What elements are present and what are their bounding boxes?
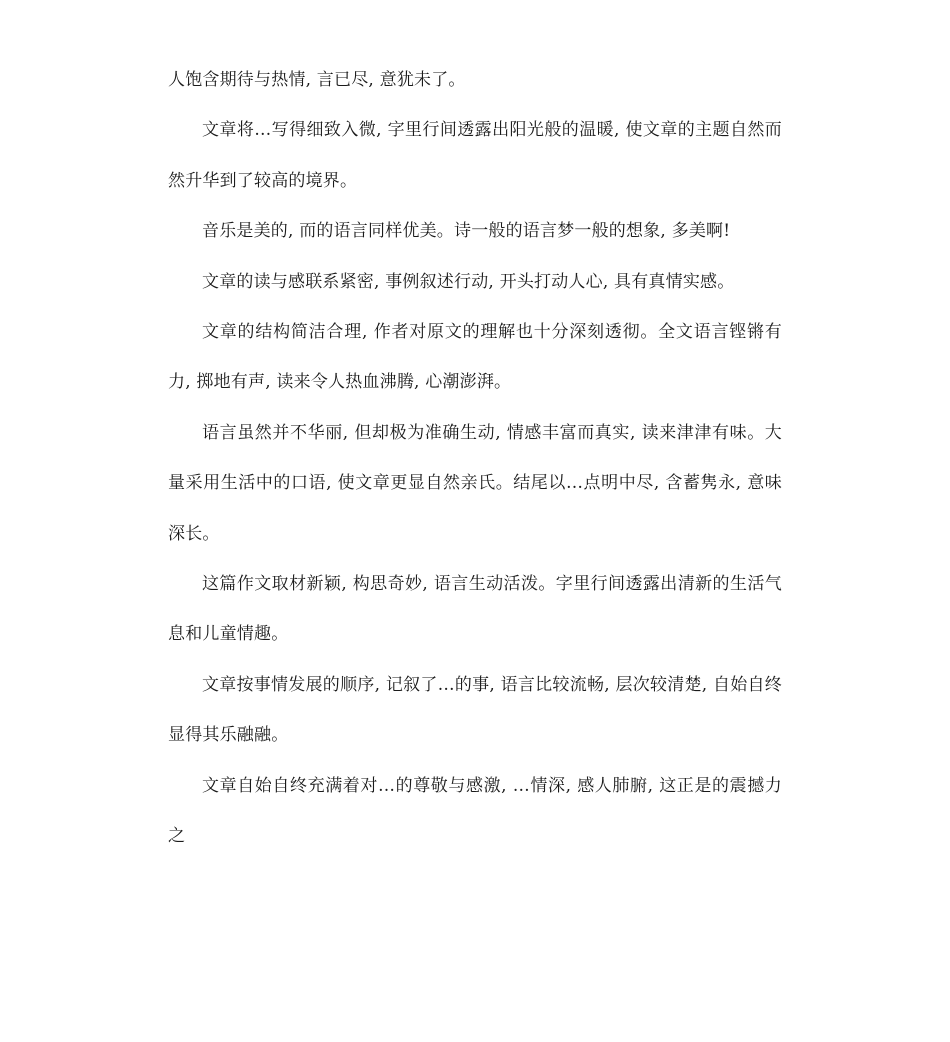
paragraph-9: 文章自始自终充满着对…的尊敬与感激, …情深, 感人肺腑, 这正是的震撼力之 bbox=[168, 775, 782, 847]
paragraph-4: 文章的读与感联系紧密, 事例叙述行动, 开头打动人心, 具有真情实感。 bbox=[202, 271, 735, 292]
paragraph-3: 音乐是美的, 而的语言同样优美。诗一般的语言梦一般的想象, 多美啊! bbox=[202, 221, 731, 242]
paragraph-2: 文章将…写得细致入微, 字里行间透露出阳光般的温暖, 使文章的主题自然而然升华到了较高的境界。 bbox=[168, 120, 782, 191]
paragraph-7: 这篇作文取材新颖, 构思奇妙, 语言生动活泼。字里行间透露出清新的生活气息和儿童情趣。 bbox=[168, 574, 782, 645]
document-body bbox=[168, 55, 782, 862]
paragraph-1: 人饱含期待与热情, 言已尽, 意犹未了。 bbox=[168, 70, 466, 90]
paragraph-5: 文章的结构简洁合理, 作者对原文的理解也十分深刻透彻。全文语言铿锵有力, 掷地有声, 读来令人热血沸腾, 心潮澎湃。 bbox=[168, 322, 782, 393]
paragraph-6: 语言虽然并不华丽, 但却极为准确生动, 情感丰富而真实, 读来津津有味。大量采用生活中的口语, 使文章更显自然亲氏。结尾以…点明中尽, 含蓄隽永, 意味深长。 bbox=[168, 422, 782, 544]
paragraph-8: 文章按事情发展的顺序, 记叙了…的事, 语言比较流畅, 层次较清楚, 自始自终显得其乐融融。 bbox=[168, 674, 782, 746]
